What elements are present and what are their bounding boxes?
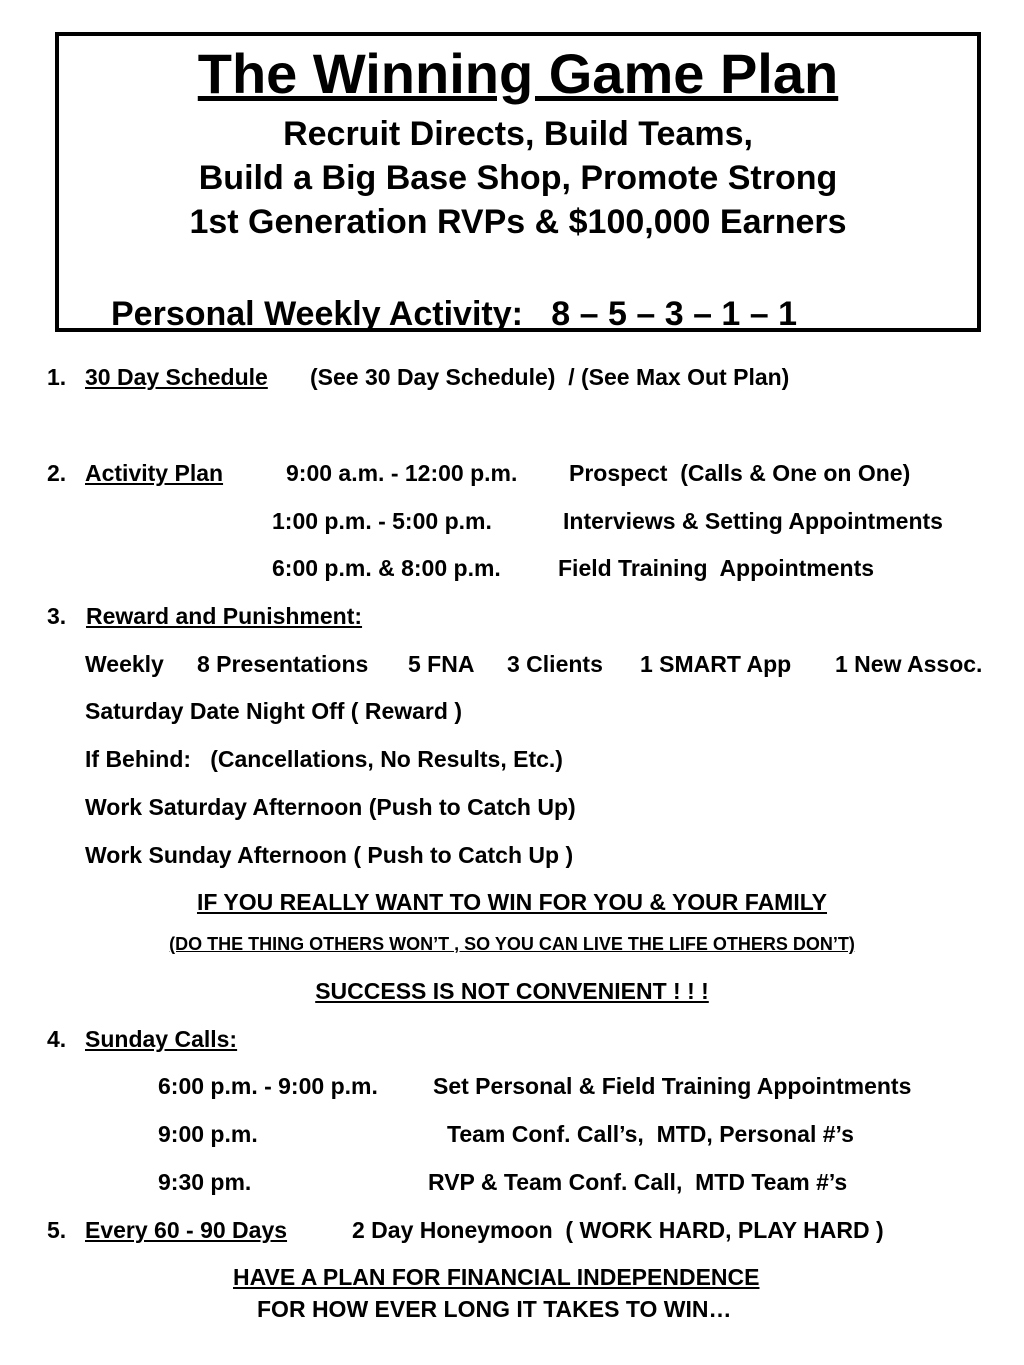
- item-heading: 30 Day Schedule: [85, 364, 268, 390]
- callout-win: IF YOU REALLY WANT TO WIN FOR YOU & YOUR FAMILY: [196, 889, 828, 915]
- subtitle-line-1: Recruit Directs, Build Teams,: [283, 115, 753, 153]
- weekly-label: Weekly: [85, 651, 164, 677]
- item-number: 1.: [47, 364, 67, 390]
- call-activity: Team Conf. Call’s, MTD, Personal #’s: [447, 1121, 854, 1147]
- footer-win-line: FOR HOW EVER LONG IT TAKES TO WIN…: [257, 1296, 732, 1322]
- weekly-goal: 1 SMART App: [640, 651, 792, 677]
- callout-do-the-thing: (DO THE THING OTHERS WON’T , SO YOU CAN LIVE THE LIFE OTHERS DON’T): [169, 934, 855, 954]
- subtitle-line-2: Build a Big Base Shop, Promote Strong: [198, 159, 838, 197]
- call-activity: RVP & Team Conf. Call, MTD Team #’s: [428, 1169, 848, 1195]
- item-number: 3.: [47, 603, 67, 629]
- reward-line: Work Sunday Afternoon ( Push to Catch Up ): [85, 842, 574, 868]
- schedule-activity: Prospect (Calls & One on One): [569, 460, 911, 486]
- item-heading: Sunday Calls:: [85, 1026, 238, 1052]
- item-number: 4.: [47, 1026, 67, 1052]
- item-heading: Every 60 - 90 Days: [85, 1217, 288, 1243]
- item-number: 2.: [47, 460, 67, 486]
- call-time: 9:00 p.m.: [158, 1121, 258, 1147]
- item-heading: Activity Plan: [85, 460, 224, 486]
- footer-plan-line: HAVE A PLAN FOR FINANCIAL INDEPENDENCE: [233, 1264, 760, 1290]
- item-text: (See 30 Day Schedule) / (See Max Out Plan): [310, 364, 790, 390]
- page-title: The Winning Game Plan: [197, 42, 839, 105]
- schedule-activity: Interviews & Setting Appointments: [563, 508, 943, 534]
- weekly-goal: 8 Presentations: [197, 651, 369, 677]
- reward-line: Saturday Date Night Off ( Reward ): [85, 698, 462, 724]
- call-time: 9:30 pm.: [158, 1169, 252, 1195]
- weekly-activity-heading: Personal Weekly Activity: 8 – 5 – 3 – 1 – 1: [111, 295, 798, 333]
- item-number: 5.: [47, 1217, 67, 1243]
- schedule-time: 9:00 a.m. - 12:00 p.m.: [286, 460, 518, 486]
- item-heading: Reward and Punishment:: [86, 603, 363, 629]
- schedule-activity: Field Training Appointments: [558, 555, 875, 581]
- weekly-goal: 1 New Assoc.: [835, 651, 983, 677]
- schedule-time: 6:00 p.m. & 8:00 p.m.: [272, 555, 501, 581]
- item-text: 2 Day Honeymoon ( WORK HARD, PLAY HARD ): [352, 1217, 884, 1243]
- weekly-goal: 5 FNA: [408, 651, 475, 677]
- header-box: [55, 32, 981, 332]
- schedule-time: 1:00 p.m. - 5:00 p.m.: [272, 508, 492, 534]
- callout-success: SUCCESS IS NOT CONVENIENT ! ! !: [315, 978, 709, 1004]
- weekly-goal: 3 Clients: [507, 651, 603, 677]
- reward-line: Work Saturday Afternoon (Push to Catch Up): [85, 794, 576, 820]
- call-activity: Set Personal & Field Training Appointments: [433, 1073, 912, 1099]
- subtitle-line-3: 1st Generation RVPs & $100,000 Earners: [189, 203, 847, 241]
- call-time: 6:00 p.m. - 9:00 p.m.: [158, 1073, 378, 1099]
- reward-line: If Behind: (Cancellations, No Results, Etc.): [85, 746, 563, 772]
